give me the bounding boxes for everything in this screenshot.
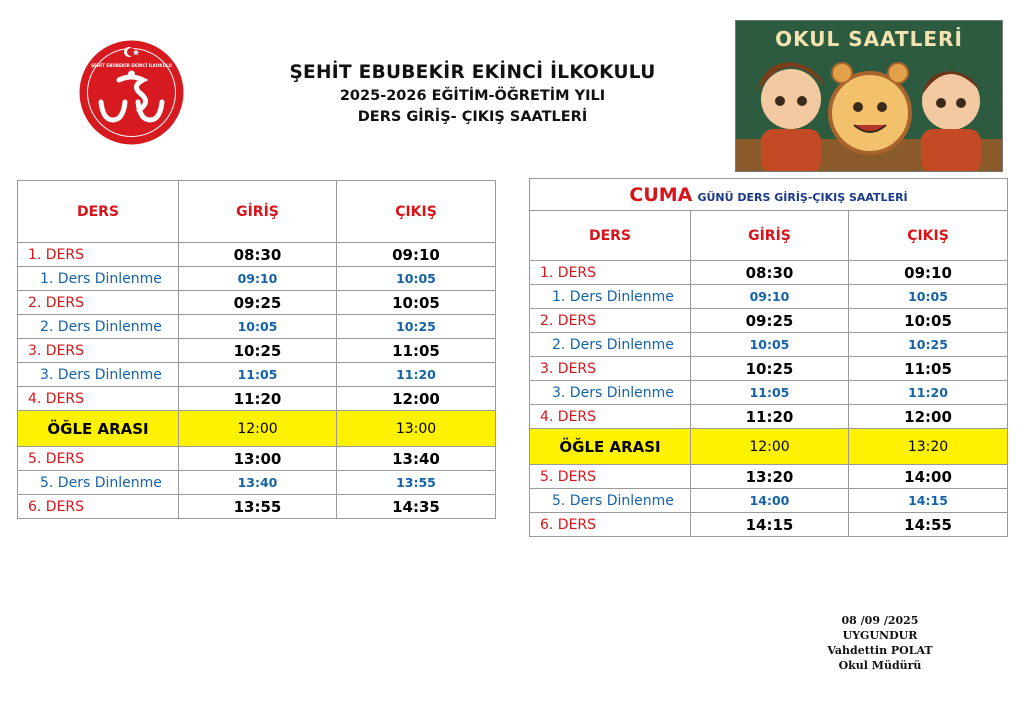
row-label: 4. DERS [18, 387, 179, 411]
column-header: GİRİŞ [691, 211, 849, 261]
table-row [530, 465, 1008, 489]
row-label: ÖĞLE ARASI [18, 411, 179, 447]
row-start-time: 13:20 [691, 465, 849, 489]
row-start-time: 09:10 [691, 285, 849, 309]
row-label: 5. Ders Dinlenme [18, 471, 179, 495]
academic-year: 2025-2026 EĞİTİM-ÖĞRETİM YILI [339, 88, 606, 104]
row-label: 3. DERS [18, 339, 179, 363]
row-end-time: 14:55 [849, 513, 1008, 537]
row-end-time: 11:05 [337, 339, 496, 363]
row-label: 5. DERS [530, 465, 691, 489]
table-row [530, 429, 1008, 465]
friday-schedule-table [529, 178, 1008, 537]
table-row [18, 387, 496, 411]
row-start-time: 13:40 [179, 471, 337, 495]
header-row [18, 181, 496, 243]
row-start-time: 11:05 [179, 363, 337, 387]
table-row [530, 381, 1008, 405]
friday-title-cell [530, 179, 1008, 211]
row-start-time: 10:25 [179, 339, 337, 363]
row-end-time: 12:00 [337, 387, 496, 411]
document-subtitle: DERS GİRİŞ- ÇIKIŞ SAATLERİ [357, 109, 588, 125]
row-label: 3. Ders Dinlenme [18, 363, 179, 387]
table-row [18, 267, 496, 291]
row-end-time: 14:00 [849, 465, 1008, 489]
document-header [195, 62, 750, 125]
principal-title: Okul Müdürü [838, 659, 922, 672]
row-start-time: 12:00 [179, 411, 337, 447]
header-row [530, 211, 1008, 261]
row-label: 2. DERS [530, 309, 691, 333]
column-header: DERS [530, 211, 691, 261]
row-end-time: 14:35 [337, 495, 496, 519]
row-start-time: 09:25 [691, 309, 849, 333]
friday-title-row [530, 179, 1008, 211]
row-label: 2. DERS [18, 291, 179, 315]
row-end-time: 10:05 [849, 285, 1008, 309]
row-start-time: 11:05 [691, 381, 849, 405]
row-start-time: 10:05 [179, 315, 337, 339]
row-end-time: 13:40 [337, 447, 496, 471]
row-label: 1. DERS [530, 261, 691, 285]
row-end-time: 10:05 [849, 309, 1008, 333]
row-start-time: 09:10 [179, 267, 337, 291]
row-label: ÖĞLE ARASI [530, 429, 691, 465]
row-start-time: 10:25 [691, 357, 849, 381]
row-start-time: 14:15 [691, 513, 849, 537]
table-row [18, 243, 496, 267]
row-start-time: 14:00 [691, 489, 849, 513]
row-label: 5. DERS [18, 447, 179, 471]
table-row [18, 363, 496, 387]
row-end-time: 13:00 [337, 411, 496, 447]
approval-text: UYGUNDUR [842, 629, 918, 642]
table-row [530, 357, 1008, 381]
table-row [530, 285, 1008, 309]
row-end-time: 11:20 [337, 363, 496, 387]
table-row [18, 471, 496, 495]
svg-text:ŞEHİT EBUBEKİR EKİNCİ İLKOKULU: ŞEHİT EBUBEKİR EKİNCİ İLKOKULU [91, 63, 172, 68]
table-row [530, 405, 1008, 429]
friday-title-small: GÜNÜ DERS GİRİŞ-ÇIKIŞ SAATLERİ [697, 190, 908, 204]
row-start-time: 08:30 [179, 243, 337, 267]
row-label: 3. Ders Dinlenme [530, 381, 691, 405]
row-start-time: 11:20 [691, 405, 849, 429]
row-start-time: 11:20 [179, 387, 337, 411]
row-label: 1. Ders Dinlenme [18, 267, 179, 291]
signature-date: 08 /09 /2025 [841, 614, 919, 627]
table-row [18, 495, 496, 519]
row-start-time: 09:25 [179, 291, 337, 315]
table-row [530, 309, 1008, 333]
row-end-time: 12:00 [849, 405, 1008, 429]
row-label: 4. DERS [530, 405, 691, 429]
row-end-time: 09:10 [337, 243, 496, 267]
row-label: 2. Ders Dinlenme [18, 315, 179, 339]
table-row [530, 513, 1008, 537]
row-end-time: 11:20 [849, 381, 1008, 405]
row-label: 1. Ders Dinlenme [530, 285, 691, 309]
column-header: DERS [18, 181, 179, 243]
row-end-time: 14:15 [849, 489, 1008, 513]
weekday-schedule-table [17, 180, 496, 519]
table-row [18, 339, 496, 363]
row-label: 5. Ders Dinlenme [530, 489, 691, 513]
row-end-time: 10:25 [849, 333, 1008, 357]
row-label: 6. DERS [18, 495, 179, 519]
school-hours-poster [735, 20, 1003, 172]
school-name: ŞEHİT EBUBEKİR EKİNCİ İLKOKULU [289, 62, 656, 83]
row-label: 6. DERS [530, 513, 691, 537]
table-row [18, 291, 496, 315]
table-row [530, 333, 1008, 357]
row-start-time: 10:05 [691, 333, 849, 357]
signature-block [790, 613, 970, 673]
row-end-time: 10:05 [337, 267, 496, 291]
row-end-time: 13:55 [337, 471, 496, 495]
row-end-time: 10:25 [337, 315, 496, 339]
row-end-time: 13:20 [849, 429, 1008, 465]
row-start-time: 08:30 [691, 261, 849, 285]
row-label: 1. DERS [18, 243, 179, 267]
row-end-time: 10:05 [337, 291, 496, 315]
row-label: 3. DERS [530, 357, 691, 381]
row-end-time: 09:10 [849, 261, 1008, 285]
row-end-time: 11:05 [849, 357, 1008, 381]
row-start-time: 12:00 [691, 429, 849, 465]
poster-title: OKUL SAATLERİ [775, 27, 963, 51]
table-row [530, 261, 1008, 285]
column-header: ÇIKIŞ [337, 181, 496, 243]
table-row [530, 489, 1008, 513]
row-start-time: 13:55 [179, 495, 337, 519]
row-label: 2. Ders Dinlenme [530, 333, 691, 357]
table-row [18, 447, 496, 471]
school-logo [79, 40, 184, 145]
principal-name: Vahdettin POLAT [827, 644, 933, 657]
column-header: GİRİŞ [179, 181, 337, 243]
friday-title-big: CUMA [629, 183, 693, 206]
row-start-time: 13:00 [179, 447, 337, 471]
column-header: ÇIKIŞ [849, 211, 1008, 261]
table-row [18, 411, 496, 447]
table-row [18, 315, 496, 339]
